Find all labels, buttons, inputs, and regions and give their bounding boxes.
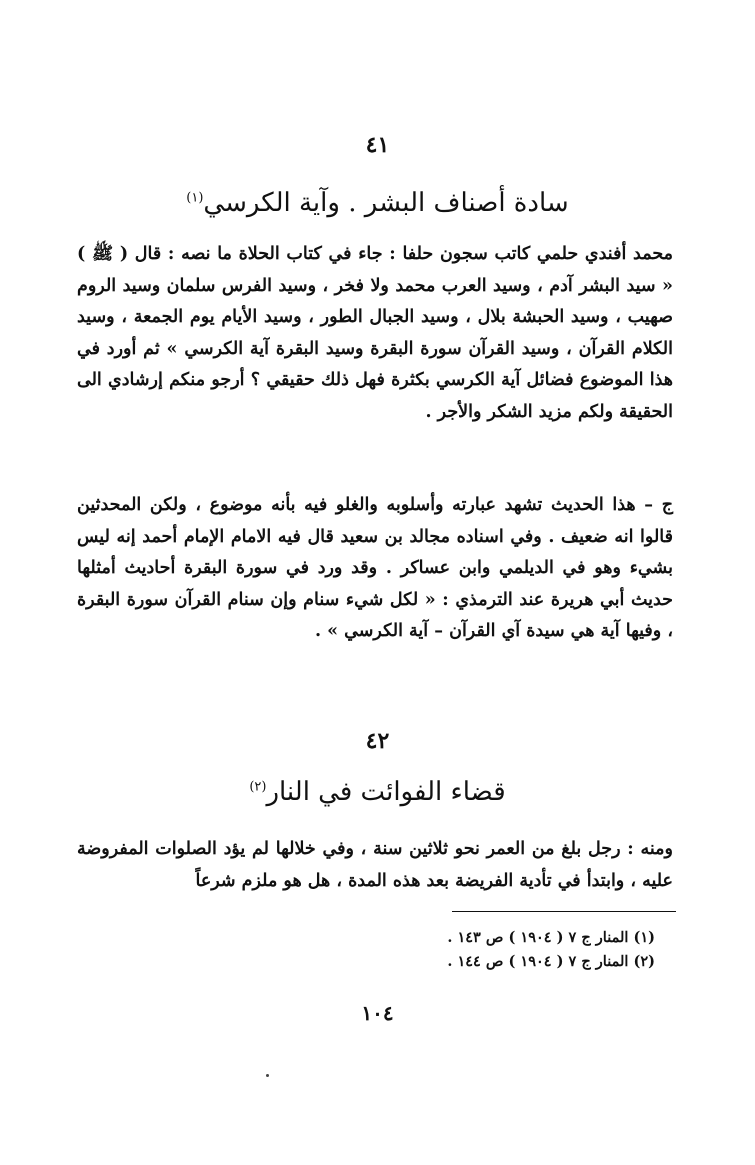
- scan-speck: [266, 1074, 269, 1077]
- footnote: (٢) المنار ج ٧ ( ١٩٠٤ ) ص ١٤٤ .: [447, 953, 655, 970]
- footnote: (١) المنار ج ٧ ( ١٩٠٤ ) ص ١٤٣ .: [447, 929, 655, 946]
- section-number: ٤٢: [365, 728, 390, 754]
- section-title: [0, 188, 755, 218]
- section-title-text: سادة أصناف البشر . وآية الكرسي: [203, 188, 569, 218]
- page-number: ١٠٤: [361, 1001, 394, 1025]
- answer-paragraph: ج – هذا الحديث تشهد عبارته وأسلوبه والغلو فيه بأنه موضوع ، ولكن المحدثين قالوا انه ضعيف . وفي اسناده مجالد بن سعيد قال فيه الامام الإمام أحمد إنه ليس بشيء وهو في الديلمي وابن عساكر . وقد ورد في سورة البقرة أحاديث أمثلها حديث أبي هريرة عند الترمذي : « لكل شيء سنام وإن سنام القرآن سورة البقرة ، وفيها آية هي سيدة آي القرآن – آية الكرسي » .: [77, 495, 673, 642]
- section-title-text: قضاء الفوائت في النار: [266, 777, 506, 807]
- footnote-divider: [452, 911, 676, 912]
- section-number: ٤١: [365, 132, 390, 158]
- footnote-marker: (٢): [249, 779, 267, 795]
- section-title: [0, 777, 755, 807]
- footnotes: [355, 926, 655, 974]
- question-paragraph: محمد أفندي حلمي كاتب سجون حلفا : جاء في كتاب الحلاة ما نصه : قال ( ﷺ ) « سيد البشر آدم ، وسيد العرب محمد ولا فخر ، وسيد الفرس سلمان وسيد الروم صهيب ، وسيد الحبشة بلال ، وسيد الجبال الطور ، وسيد الأيام يوم الجمعة ، وسيد الكلام القرآن ، وسيد القرآن سورة البقرة وسيد البقرة آية الكرسي » ثم أورد في هذا الموضوع فضائل آية الكرسي بكثرة فهل ذلك حقيقي ؟ أرجو منكم إرشادي الى الحقيقة ولكم مزيد الشكر والأجر .: [77, 244, 673, 422]
- question-paragraph: ومنه : رجل بلغ من العمر نحو ثلاثين سنة ، وفي خلالها لم يؤد الصلوات المفروضة عليه ، وابتدأ في تأدية الفريضة بعد هذه المدة ، هل هو ملزم شرعاً: [77, 839, 673, 891]
- footnote-marker: (١): [186, 190, 204, 206]
